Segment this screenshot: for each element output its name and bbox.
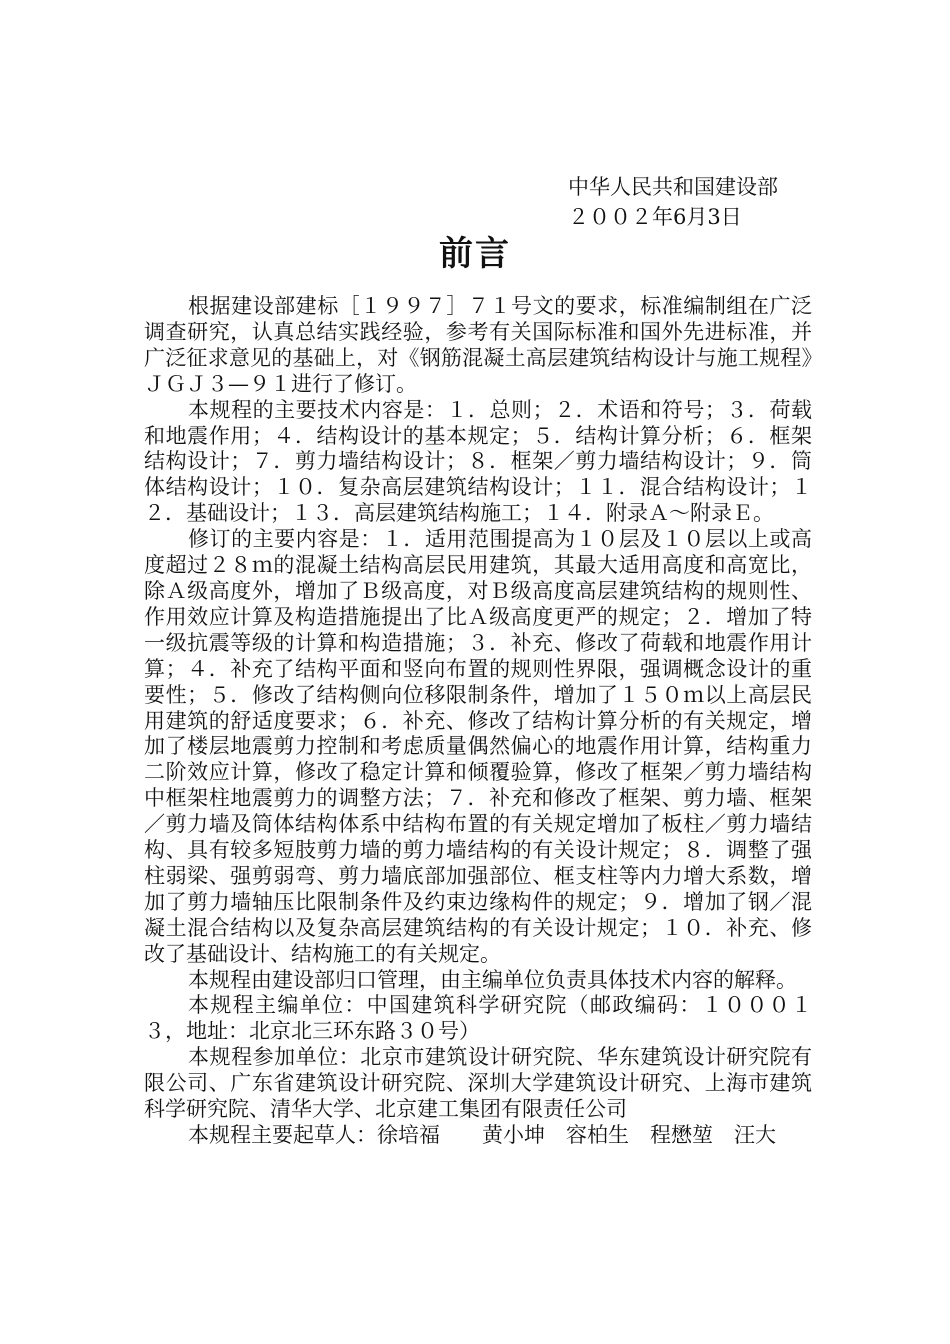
paragraph-chief-editor: 本规程主编单位：中国建筑科学研究院（邮政编码：１０００１３，地址：北京北三环东路３０号） bbox=[144, 993, 812, 1044]
issuer-block bbox=[568, 172, 778, 232]
page-title: 前言 bbox=[439, 234, 511, 274]
body-text bbox=[144, 294, 812, 1149]
paragraph-participants: 本规程参加单位：北京市建筑设计研究院、华东建筑设计研究院有限公司、广东省建筑设计研究院、深圳大学建筑设计研究、上海市建筑科学研究院、清华大学、北京建工集团有限责任公司 bbox=[144, 1045, 812, 1122]
paragraph-revision-changes: 修订的主要内容是：１．适用范围提高为１０层及１０层以上或高度超过２８ｍ的混凝土结构高层民用建筑，其最大适用高度和高宽比，除Ａ级高度外，增加了Ｂ级高度，对Ｂ级高度高层建筑结构的规则性、作用效应计算及构造措施提出了比Ａ级高度更严的规定；２．增加了特一级抗震等级的计算和构造措施；３．补充、修改了荷载和地震作用计算；４．补充了结构平面和竖向布置的规则性界限，强调概念设计的重要性；５．修改了结构侧向位移限制条件，增加了１５０ｍ以上高层民用建筑的舒适度要求；６．补充、修改了结构计算分析的有关规定，增加了楼层地震剪力控制和考虑质量偶然偏心的地震作用计算，结构重力二阶效应计算，修改了稳定计算和倾覆验算，修改了框架／剪力墙结构中框架柱地震剪力的调整方法；７．补充和修改了框架、剪力墙、框架／剪力墙及筒体结构体系中结构布置的有关规定增加了板柱／剪力墙结构、具有较多短肢剪力墙的剪力墙结构的有关设计规定；８．调整了强柱弱梁、强剪弱弯、剪力墙底部加强部位、框支柱等内力增大系数，增加了剪力墙轴压比限制条件及约束边缘构件的规定；９．增加了钢／混凝土混合结构以及复杂高层建筑结构的有关设计规定；１０．补充、修改了基础设计、结构施工的有关规定。 bbox=[144, 527, 812, 966]
paragraph-revision-background: 根据建设部建标［１９９７］７１号文的要求，标准编制组在广泛调查研究，认真总结实践经验，参考有关国际标准和国外先进标准，并广泛征求意见的基础上，对《钢筋混凝土高层建筑结构设计与施工规程》ＪＧＪ３—９１进行了修订。 bbox=[144, 294, 812, 396]
issuer-date: ２００２年6月3日 bbox=[568, 205, 742, 229]
paragraph-drafters: 本规程主要起草人：徐培福 黄小坤 容柏生 程懋堃 汪大 bbox=[188, 1123, 776, 1147]
paragraph-main-contents: 本规程的主要技术内容是：１．总则；２．术语和符号；３．荷载和地震作用；４．结构设计的基本规定；５．结构计算分析；６．框架结构设计；７．剪力墙结构设计；８．框架／剪力墙结构设计；９．筒体结构设计；１０．复杂高层建筑结构设计；１１．混合结构设计；１２．基础设计；１３．高层建筑结构施工；１４．附录Ａ～附录Ｅ。 bbox=[144, 397, 812, 526]
issuer-organization: 中华人民共和国建设部 bbox=[568, 175, 778, 199]
paragraph-management: 本规程由建设部归口管理，由主编单位负责具体技术内容的解释。 bbox=[188, 967, 797, 992]
